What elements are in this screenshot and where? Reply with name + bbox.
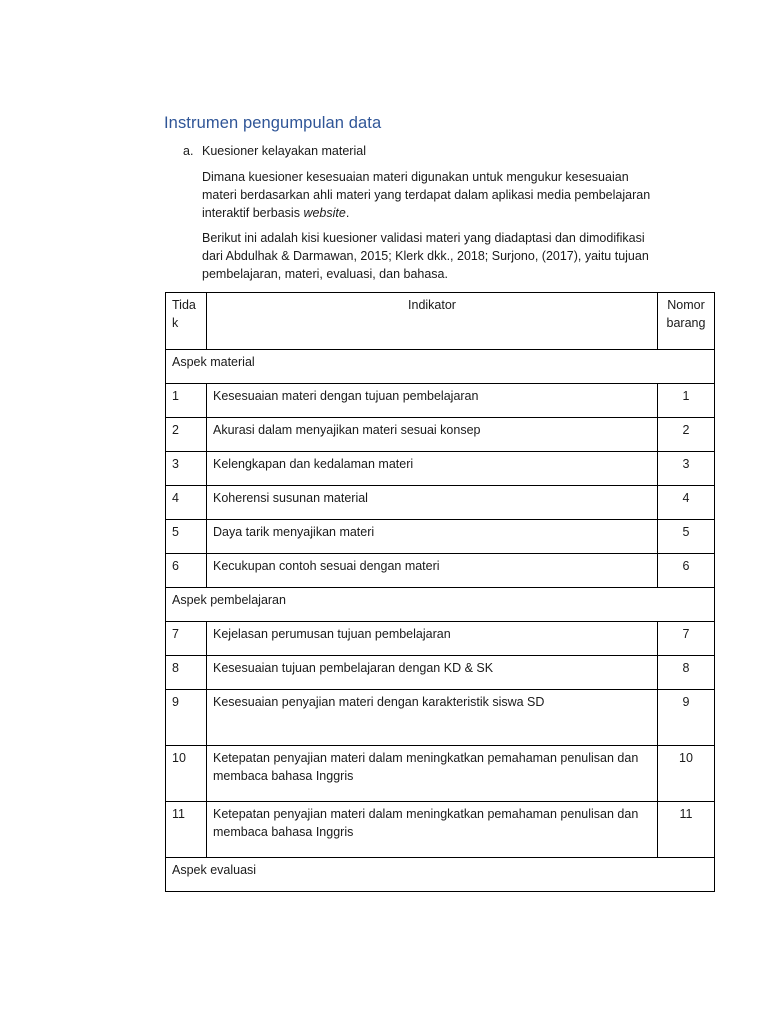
cell-nomor: 11 bbox=[658, 802, 715, 858]
section-row bbox=[166, 588, 715, 622]
cell-no: 3 bbox=[166, 452, 207, 486]
table-row bbox=[166, 486, 715, 520]
cell-nomor: 4 bbox=[658, 486, 715, 520]
cell-nomor: 5 bbox=[658, 520, 715, 554]
cell-indikator: Akurasi dalam menyajikan materi sesuai konsep bbox=[207, 418, 658, 452]
cell-indikator: Koherensi susunan material bbox=[207, 486, 658, 520]
header-indikator: Indikator bbox=[207, 293, 658, 350]
cell-indikator: Kesesuaian penyajian materi dengan karakteristik siswa SD bbox=[207, 690, 658, 746]
table-row bbox=[166, 746, 715, 802]
cell-no: 2 bbox=[166, 418, 207, 452]
header-nomor-barang: Nomor barang bbox=[658, 293, 715, 350]
cell-indikator: Kesesuaian materi dengan tujuan pembelajaran bbox=[207, 384, 658, 418]
paragraph-period: . bbox=[345, 206, 350, 220]
section-row bbox=[166, 350, 715, 384]
header-tidak: Tidak bbox=[166, 293, 207, 350]
cell-nomor: 9 bbox=[658, 690, 715, 746]
cell-nomor: 7 bbox=[658, 622, 715, 656]
table-row bbox=[166, 622, 715, 656]
paragraph-emphasis: website bbox=[303, 206, 346, 220]
cell-no: 9 bbox=[166, 690, 207, 746]
cell-nomor: 3 bbox=[658, 452, 715, 486]
table-row bbox=[166, 452, 715, 486]
section-title: Aspek material bbox=[166, 350, 715, 384]
paragraph-source: Berikut ini adalah kisi kuesioner validasi materi yang diadaptasi dan dimodifikasi dari Abdulhak & Darmawan, 2015; Klerk dkk., 2018; Surjono, (2017), yaitu tujuan pembelajaran, materi, evaluasi, dan bahasa. bbox=[202, 231, 649, 281]
table-row bbox=[166, 656, 715, 690]
table-row bbox=[166, 520, 715, 554]
cell-no: 4 bbox=[166, 486, 207, 520]
cell-no: 1 bbox=[166, 384, 207, 418]
cell-no: 8 bbox=[166, 656, 207, 690]
table-row bbox=[166, 384, 715, 418]
cell-indikator: Kejelasan perumusan tujuan pembelajaran bbox=[207, 622, 658, 656]
cell-indikator: Ketepatan penyajian materi dalam meningkatkan pemahaman penulisan dan membaca bahasa Inggris bbox=[207, 746, 658, 802]
paragraph-description bbox=[202, 168, 652, 222]
cell-no: 10 bbox=[166, 746, 207, 802]
table-row bbox=[166, 418, 715, 452]
table-row bbox=[166, 802, 715, 858]
list-label: Kuesioner kelayakan material bbox=[202, 144, 366, 158]
table-row bbox=[166, 690, 715, 746]
section-title: Aspek pembelajaran bbox=[166, 588, 715, 622]
cell-nomor: 1 bbox=[658, 384, 715, 418]
table-header-row bbox=[166, 293, 715, 350]
cell-indikator: Kesesuaian tujuan pembelajaran dengan KD & SK bbox=[207, 656, 658, 690]
cell-indikator: Kelengkapan dan kedalaman materi bbox=[207, 452, 658, 486]
cell-nomor: 8 bbox=[658, 656, 715, 690]
kisi-table bbox=[165, 292, 715, 892]
section-heading: Instrumen pengumpulan data bbox=[164, 114, 382, 132]
list-marker: a. bbox=[183, 144, 194, 158]
cell-nomor: 10 bbox=[658, 746, 715, 802]
cell-no: 7 bbox=[166, 622, 207, 656]
section-title: Aspek evaluasi bbox=[166, 858, 715, 892]
cell-no: 5 bbox=[166, 520, 207, 554]
cell-no: 11 bbox=[166, 802, 207, 858]
cell-indikator: Kecukupan contoh sesuai dengan materi bbox=[207, 554, 658, 588]
cell-nomor: 2 bbox=[658, 418, 715, 452]
cell-nomor: 6 bbox=[658, 554, 715, 588]
table-row bbox=[166, 554, 715, 588]
paragraph-text: Dimana kuesioner kesesuaian materi digunakan untuk mengukur kesesuaian materi berdasarkan ahli materi yang terdapat dalam aplikasi media pembelajaran interaktif berbasis bbox=[202, 170, 651, 220]
section-row bbox=[166, 858, 715, 892]
cell-indikator: Ketepatan penyajian materi dalam meningkatkan pemahaman penulisan dan membaca bahasa Inggris bbox=[207, 802, 658, 858]
cell-indikator: Daya tarik menyajikan materi bbox=[207, 520, 658, 554]
cell-no: 6 bbox=[166, 554, 207, 588]
list-item-a bbox=[183, 144, 366, 158]
